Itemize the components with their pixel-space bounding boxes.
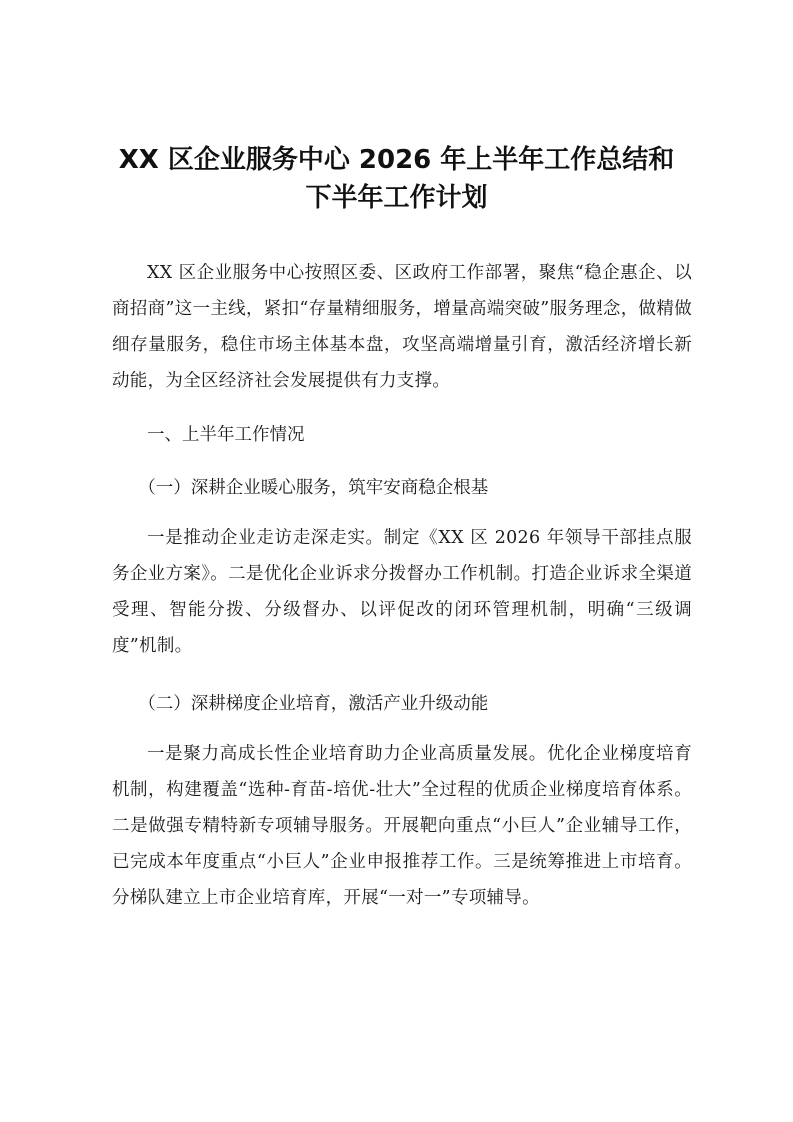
document-title-line-2: 下半年工作计划 — [305, 183, 488, 213]
subsection-2-body: 一是聚力高成长性企业培育助力企业高质量发展。优化企业梯度培育机制，构建覆盖“选种-育苗-培优-壮大”全过程的优质企业梯度培育体系。二是做强专精特新专项辅导服务。开展靶向重点“小巨人”企业辅导工作，已完成本年度重点“小巨人”企业申报推荐工作。三是统筹推进上市培育。分梯队建立上市企业培育库，开展“一对一”专项辅导。 — [112, 744, 692, 908]
document-title-line-1: XX 区企业服务中心 2026 年上半年工作总结和 — [118, 145, 675, 175]
subsection-heading-2: （二）深耕梯度企业培育，激活产业升级动能 — [138, 694, 489, 714]
subsection-heading-1: （一）深耕企业暖心服务，筑牢安商稳企根基 — [138, 478, 489, 498]
section-heading-1: 一、上半年工作情况 — [147, 425, 305, 445]
subsection-1-body: 一是推动企业走访走深走实。制定《XX 区 2026 年领导干部挂点服务企业方案》。二是优化企业诉求分拨督办工作机制。打造企业诉求全渠道受理、智能分拨、分级督办、以评促改的闭环管理机制，明确“三级调度”机制。 — [112, 528, 692, 656]
intro-paragraph: XX 区企业服务中心按照区委、区政府工作部署，聚焦“稳企惠企、以商招商”这一主线，紧扣“存量精细服务，增量高端突破”服务理念，做精做细存量服务，稳住市场主体基本盘，攻坚高端增量引育，激活经济增长新动能，为全区经济社会发展提供有力支撑。 — [112, 263, 692, 391]
